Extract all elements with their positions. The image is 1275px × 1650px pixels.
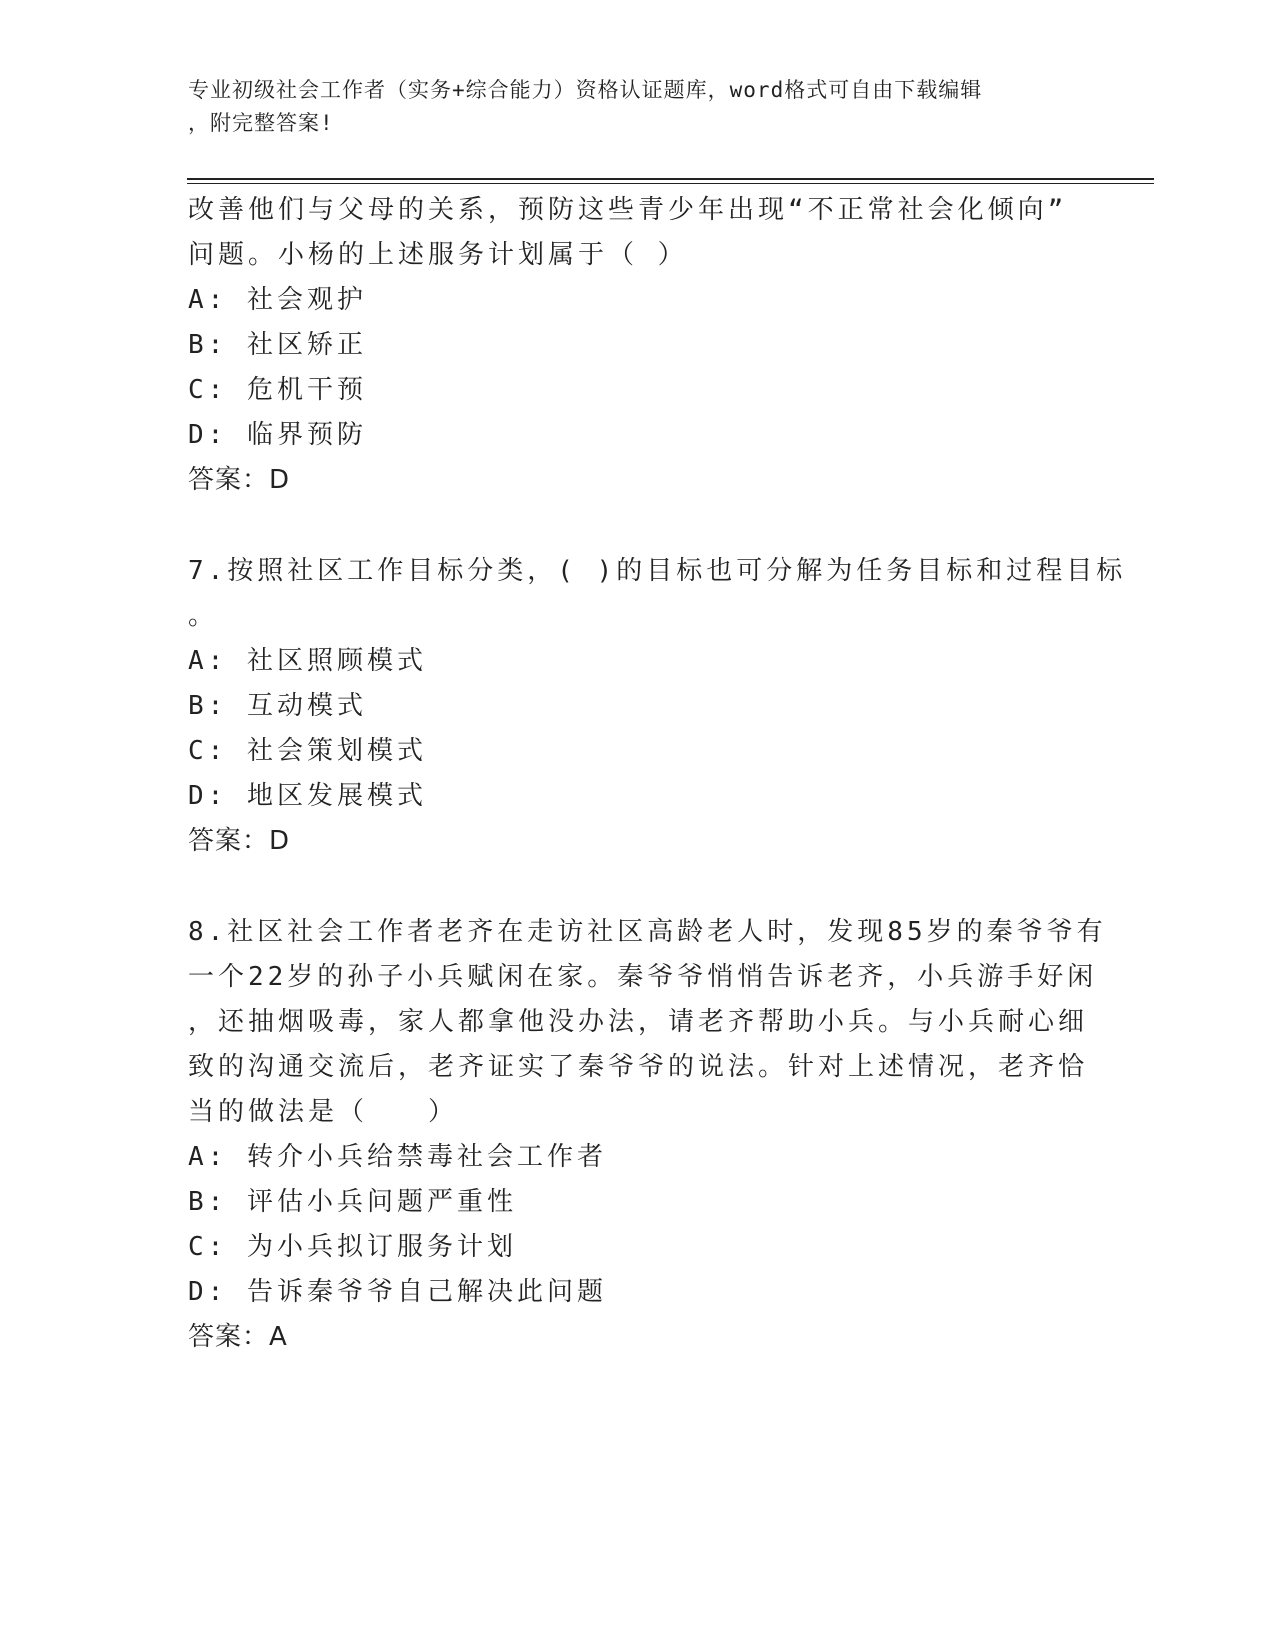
question-7-option-b: B: 互动模式 xyxy=(188,691,367,721)
question-7-stem-line1: 7.按照社区工作目标分类，( )的目标也可分解为任务目标和过程目标 xyxy=(188,556,1127,586)
question-6-option-a: A: 社会观护 xyxy=(188,285,367,315)
page-header xyxy=(188,74,1088,140)
question-6-option-b: B: 社区矫正 xyxy=(188,330,367,360)
question-6-stem-line1: 改善他们与父母的关系，预防这些青少年出现“不正常社会化倾向” xyxy=(188,195,1068,225)
header-divider-thin xyxy=(187,183,1154,184)
question-8-stem-line5: 当的做法是（ ） xyxy=(188,1097,459,1127)
question-8-option-c: C: 为小兵拟订服务计划 xyxy=(188,1232,517,1262)
question-6-option-c: C: 危机干预 xyxy=(188,375,367,405)
question-7-option-d: D: 地区发展模式 xyxy=(188,781,427,811)
question-8-stem-line3: ，还抽烟吸毒，家人都拿他没办法，请老齐帮助小兵。与小兵耐心细 xyxy=(188,1007,1089,1037)
question-list xyxy=(188,188,1127,1360)
question-6-option-d: D: 临界预防 xyxy=(188,420,367,450)
question-8-option-b: B: 评估小兵问题严重性 xyxy=(188,1187,517,1217)
header-divider-thick xyxy=(187,178,1154,180)
header-title-line2: ，附完整答案! xyxy=(188,111,334,135)
question-8 xyxy=(188,910,1107,1360)
spacer xyxy=(188,864,1088,910)
spacer xyxy=(188,503,1088,549)
question-8-option-d: D: 告诉秦爷爷自己解决此问题 xyxy=(188,1277,607,1307)
question-8-option-a: A: 转介小兵给禁毒社会工作者 xyxy=(188,1142,607,1172)
question-7 xyxy=(188,549,1127,864)
question-6-stem-line2: 问题。小杨的上述服务计划属于（ ） xyxy=(188,240,688,270)
question-8-stem-line2: 一个22岁的孙子小兵赋闲在家。秦爷爷悄悄告诉老齐，小兵游手好闲 xyxy=(188,962,1098,992)
question-6-answer: 答案：D xyxy=(188,465,291,495)
question-7-stem-line2: 。 xyxy=(188,601,219,631)
question-7-option-c: C: 社会策划模式 xyxy=(188,736,427,766)
question-8-answer: 答案：A xyxy=(188,1322,288,1352)
question-7-answer: 答案：D xyxy=(188,826,291,856)
question-8-stem-line1: 8.社区社会工作者老齐在走访社区高龄老人时，发现85岁的秦爷爷有 xyxy=(188,917,1107,947)
question-8-stem-line4: 致的沟通交流后，老齐证实了秦爷爷的说法。针对上述情况，老齐恰 xyxy=(188,1052,1089,1082)
question-6 xyxy=(188,188,1088,503)
header-title-line1: 专业初级社会工作者（实务+综合能力）资格认证题库，word格式可自由下载编辑 xyxy=(188,78,983,102)
question-7-option-a: A: 社区照顾模式 xyxy=(188,646,427,676)
